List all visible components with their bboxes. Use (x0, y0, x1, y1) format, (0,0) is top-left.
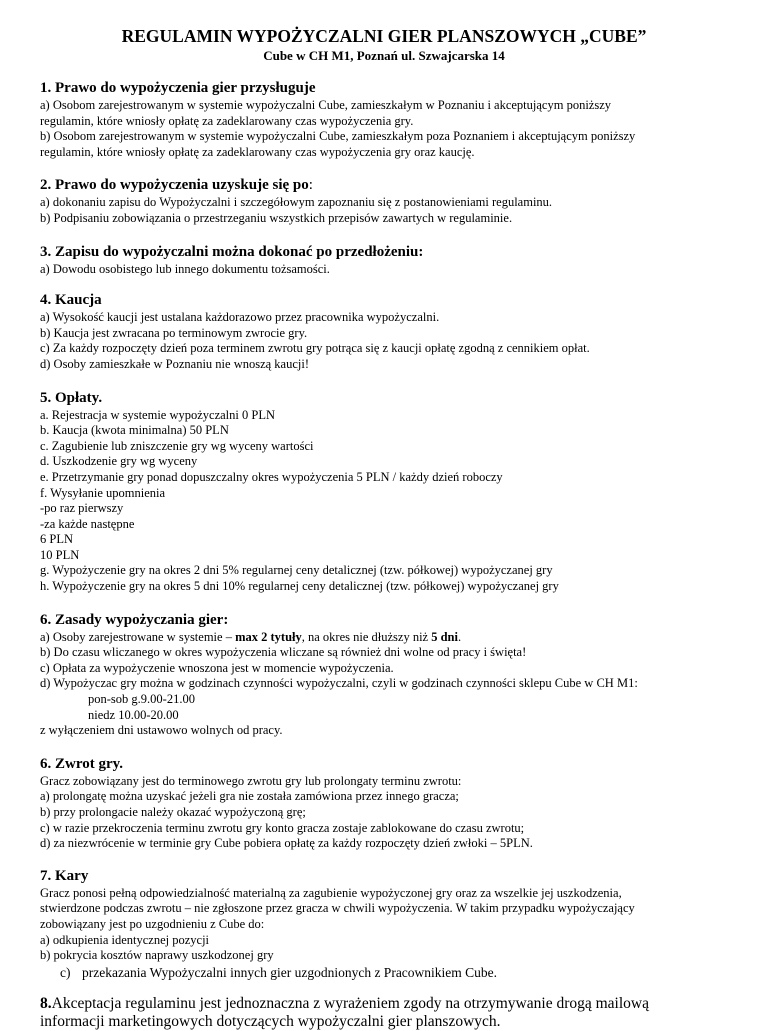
section-heading: 3. Zapisu do wypożyczalni można dokonać po przedłożeniu: (40, 243, 424, 260)
return-rule-line: a) prolongatę można uzyskać jeżeli gra nie została zamówiona przez innego gracza; (40, 789, 459, 804)
fee-line: -za każde następne (40, 516, 135, 531)
section-text-line: a) Wysokość kaucji jest ustalana każdorazowo przez pracownika wypożyczalni. (40, 310, 440, 325)
fee-line: 6 PLN (40, 532, 73, 547)
document-title: REGULAMIN WYPOŻYCZALNI GIER PLANSZOWYCH „CUBE” (121, 26, 647, 46)
section-heading: 6. Zasady wypożyczania gier: (40, 611, 229, 628)
fee-line: c. Zagubienie lub zniszczenie gry wg wyceny wartości (40, 438, 314, 453)
section-heading: 6. Zwrot gry. (40, 755, 124, 772)
return-rule-line: d) za niezwrócenie w terminie gry Cube pobiera opłatę za każdy rozpoczęty dzień zwłoki – 5PLN. (40, 836, 533, 851)
penalty-line: b) pokrycia kosztów naprawy uszkodzonej gry (40, 948, 274, 963)
fee-line: -po raz pierwszy (40, 501, 124, 516)
section-heading: 1. Prawo do wypożyczenia gier przysługuje (40, 80, 316, 96)
penalty-line: zobowiązany jest po uzgodnieniu z Cube do: (40, 916, 265, 931)
rental-rule-line: d) Wypożyczac gry można w godzinach czynności wypożyczalni, czyli w godzinach czynności sklepu Cube w CH M1: (40, 676, 638, 691)
return-rule-line: b) przy prolongacie należy okazać wypożyczoną grę; (40, 805, 306, 819)
fee-line: d. Uszkodzenie gry wg wyceny (40, 454, 198, 469)
section-text-line: b) Osobom zarejestrowanym w systemie wypożyczalni Cube, zamieszkałym poza Poznaniem i akceptującym poniższy (40, 129, 636, 144)
rental-rule-line: b) Do czasu wliczanego w okres wypożyczenia wliczane są również dni wolne od pracy i święta! (40, 645, 527, 660)
fee-line: 10 PLN (40, 547, 80, 562)
consent-text: Akceptacja regulaminu jest jednoznaczna z wyrażeniem zgody na otrzymywanie drogą mailową (51, 994, 649, 1012)
rule-text: . (458, 629, 462, 644)
section-text-line: d) Osoby zamieszkałe w Poznaniu nie wnoszą kaucji! (40, 356, 310, 371)
section-text-line: b) Kaucja jest zwracana po terminowym zwrocie gry. (40, 325, 308, 340)
penalty-line: stwierdzone podczas zwrotu – nie zgłoszone przez gracza w chwili wypożyczenia. W takim przypadku wypożyczający (40, 901, 635, 916)
fee-line: a. Rejestracja w systemie wypożyczalni 0 PLN (40, 407, 275, 422)
return-rule-line: Gracz zobowiązany jest do terminowego zwrotu gry lub prolongaty terminu zwrotu: (40, 773, 462, 788)
section-text-line: b) Podpisaniu zobowiązania o przestrzeganiu wszystkich przepisów zawartych w regulaminie. (40, 210, 513, 225)
section-heading: 7. Kary (40, 867, 89, 884)
opening-hours-line: niedz 10.00-20.00 (88, 707, 179, 722)
fee-line: b. Kaucja (kwota minimalna) 50 PLN (40, 423, 229, 438)
return-rule-line: c) w razie przekroczenia terminu zwrotu gry konto gracza zostaje zablokowane do czasu zwrotu; (40, 820, 525, 835)
section-heading-colon: : (308, 177, 313, 194)
fee-line: g. Wypożyczenie gry na okres 2 dni 5% regularnej ceny detalicznej (tzw. półkowej) wypożyczanej gry (40, 563, 553, 578)
section-text-line: a) dokonaniu zapisu do Wypożyczalni i szczegółowym zapoznaniu się z postanowieniami regulaminu. (40, 195, 553, 210)
section-text-line: a) Osobom zarejestrowanym w systemie wypożyczalni Cube, zamieszkałym w Poznaniu i akceptującym poniższy (40, 98, 612, 112)
rental-rule-line (40, 630, 728, 646)
penalty-line: Gracz ponosi pełną odpowiedzialność materialną za zagubienie wypożyczonej gry oraz za wszelkie jej uszkodzenia, (40, 885, 622, 900)
rental-rule-line: z wyłączeniem dni ustawowo wolnych od pracy. (40, 723, 283, 738)
marketing-consent-paragraph (40, 995, 728, 1031)
rule-limit-titles: max 2 tytuły (235, 629, 302, 644)
penalty-item-text: przekazania Wypożyczalni innych gier uzgodnionych z Pracownikiem Cube. (82, 964, 498, 980)
penalty-line: a) odkupienia identycznej pozycji (40, 932, 210, 947)
section-text-line: regulamin, które wniosły opłatę za zadeklarowany czas wypożyczenia gry oraz kaucję. (40, 144, 475, 159)
section-heading (40, 176, 728, 194)
rental-rule-line: c) Opłata za wypożyczenie wnoszona jest w momencie wypożyczenia. (40, 660, 394, 675)
fee-line: h. Wypożyczenie gry na okres 5 dni 10% regularnej ceny detalicznej (tzw. półkowej) wypożyczanej gry (40, 579, 559, 594)
consent-text: informacji marketingowych dotyczących wypożyczalni gier planszowych. (40, 1012, 501, 1030)
fee-line: e. Przetrzymanie gry ponad dopuszczalny okres wypożyczenia 5 PLN / każdy dzień roboczy (40, 469, 503, 484)
section-heading-bold: 2. Prawo do wypożyczenia uzyskuje się po (40, 177, 309, 194)
list-marker: c) (60, 964, 71, 980)
opening-hours-line: pon-sob g.9.00-21.00 (88, 692, 195, 707)
document-subtitle: Cube w CH M1, Poznań ul. Szwajcarska 14 (263, 48, 505, 63)
section-heading: 5. Opłaty. (40, 389, 103, 406)
rule-text: a) Osoby zarejestrowane w systemie – (40, 629, 236, 644)
rule-text: , na okres nie dłuższy niż (301, 629, 432, 644)
section-number: 8. (40, 994, 52, 1012)
section-heading: 4. Kaucja (40, 292, 102, 309)
fee-line: f. Wysyłanie upomnienia (40, 485, 166, 500)
section-text-line: c) Za każdy rozpoczęty dzień poza terminem zwrotu gry potrąca się z kaucji opłatę zgodną z cennikiem opłat. (40, 341, 590, 356)
penalty-item-c (40, 964, 728, 981)
rule-limit-days: 5 dni (431, 629, 458, 644)
section-text-line: a) Dowodu osobistego lub innego dokumentu tożsamości. (40, 261, 330, 276)
section-text-line: regulamin, które wniosły opłatę za zadeklarowany czas wypożyczenia gry. (40, 113, 414, 128)
